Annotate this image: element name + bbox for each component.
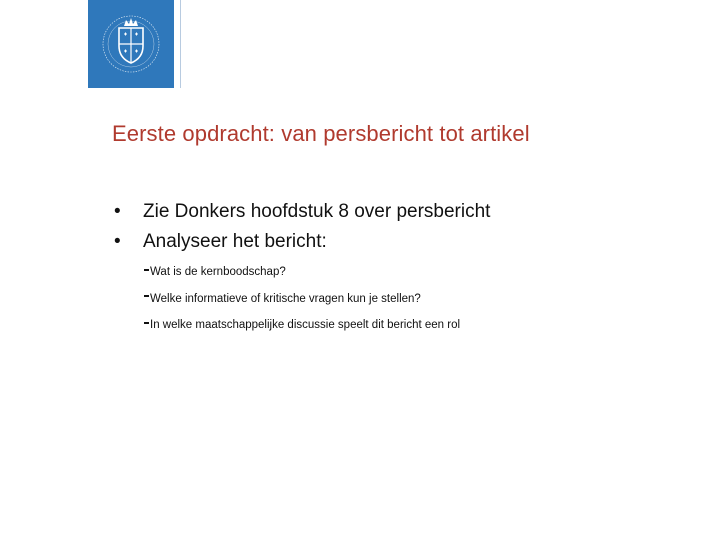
dash-icon	[144, 322, 149, 324]
slide-title: Eerste opdracht: van persbericht tot artikel	[112, 121, 530, 146]
bullet-item	[114, 197, 490, 227]
bullet-text: Analyseer het bericht:	[143, 231, 327, 252]
sub-item-text: In welke maatschappelijke discussie speelt dit bericht een rol	[150, 319, 461, 331]
university-logo	[88, 0, 174, 88]
sub-item	[144, 316, 460, 343]
sub-bullet-list	[144, 263, 460, 343]
bullet-list	[114, 197, 490, 257]
dash-icon	[144, 269, 149, 271]
bullet-text: Zie Donkers hoofdstuk 8 over persbericht	[143, 201, 491, 222]
university-seal-icon	[88, 0, 174, 88]
dash-icon	[144, 295, 149, 297]
bullet-dot-icon: •	[114, 201, 121, 222]
bullet-item	[114, 227, 490, 257]
bullet-dot-icon: •	[114, 231, 121, 252]
sub-item	[144, 263, 460, 290]
header-divider	[180, 0, 181, 88]
sub-item-text: Welke informatieve of kritische vragen kun je stellen?	[150, 292, 421, 305]
sub-item-text: Wat is de kernboodschap?	[150, 266, 286, 278]
sub-item	[144, 290, 460, 317]
